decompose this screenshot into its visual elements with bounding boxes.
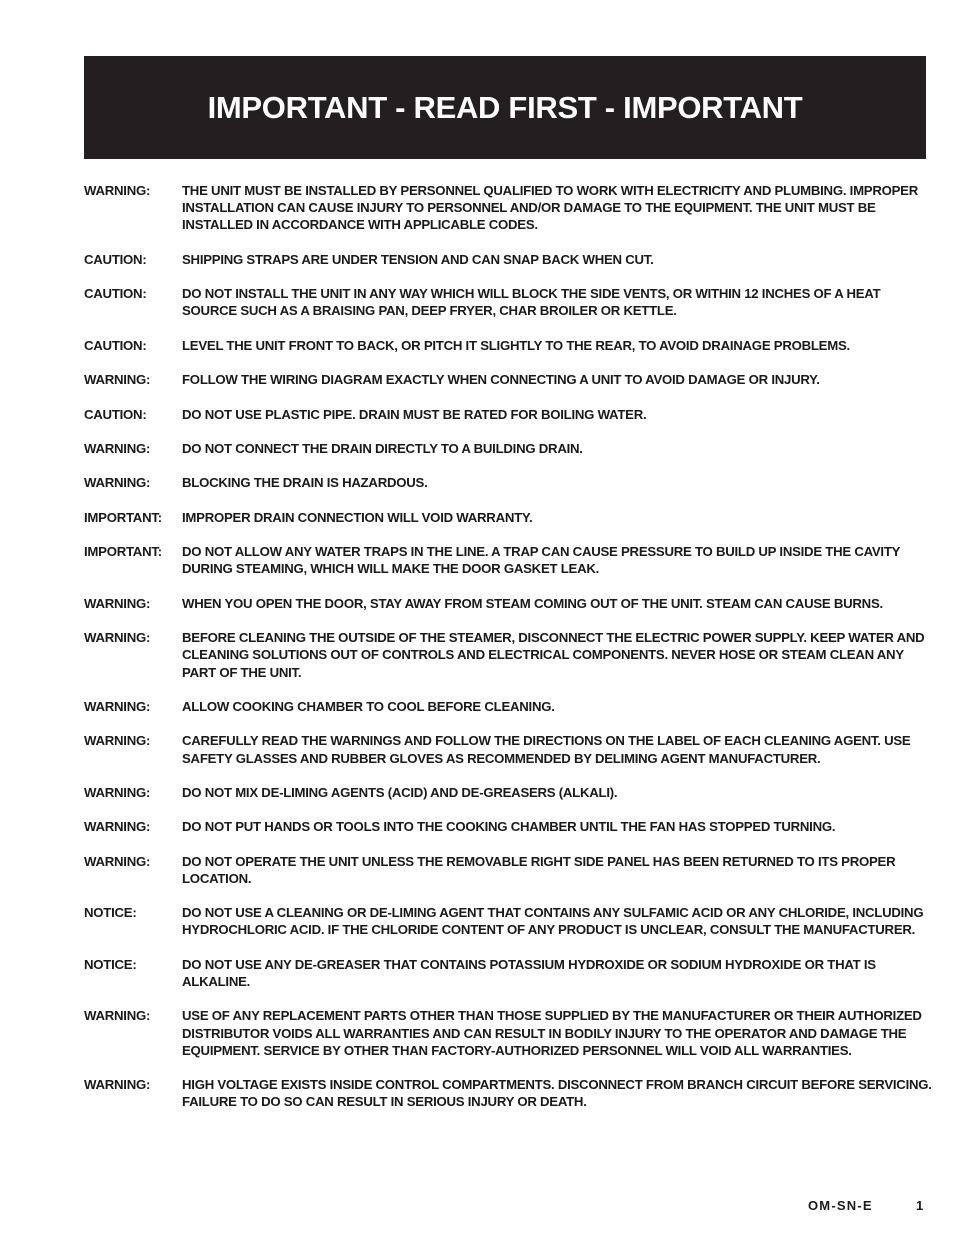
notice-label: WARNING: [84,819,151,835]
notice-text: DO NOT USE PLASTIC PIPE. DRAIN MUST BE RATED FOR BOILING WATER. [182,406,647,422]
notice-label: WARNING: [84,1077,151,1093]
notice-label: WARNING: [84,1008,151,1024]
notice-label: CAUTION: [84,406,147,422]
notice-label: CAUTION: [84,337,147,353]
notice-item [84,509,932,526]
notice-item [84,904,932,938]
notice-text: LEVEL THE UNIT FRONT TO BACK, OR PITCH IT SLIGHTLY TO THE REAR, TO AVOID DRAINAGE PROBLEMS. [182,337,850,353]
notice-text: CAREFULLY READ THE WARNINGS AND FOLLOW THE DIRECTIONS ON THE LABEL OF EACH CLEANING AGENT. USE SAFETY GLASSES AND RUBBER GLOVES AS RECOMMENDED BY DELIMING AGENT MANUFACTURER. [182,733,911,766]
notice-text: IMPROPER DRAIN CONNECTION WILL VOID WARRANTY. [182,509,533,525]
notice-text: USE OF ANY REPLACEMENT PARTS OTHER THAN THOSE SUPPLIED BY THE MANUFACTURER OR THEIR AUTHORIZED DISTRIBUTOR VOIDS ALL WARRANTIES AND CAN RESULT IN BODILY INJURY TO THE OPERATOR AND DAMAGE THE EQUIPMENT. SERVICE BY OTHER THAN FACTORY-AUTHORIZED PERSONNEL WILL VOID ALL WARRANTIES. [182,1008,922,1058]
notice-label: WARNING: [84,595,151,611]
notice-label: WARNING: [84,630,151,646]
notice-text: DO NOT USE ANY DE-GREASER THAT CONTAINS POTASSIUM HYDROXIDE OR SODIUM HYDROXIDE OR THAT IS ALKALINE. [182,956,876,990]
notice-label: IMPORTANT: [84,544,162,560]
notice-text: DO NOT CONNECT THE DRAIN DIRECTLY TO A BUILDING DRAIN. [182,440,583,456]
notice-text: WHEN YOU OPEN THE DOOR, STAY AWAY FROM STEAM COMING OUT OF THE UNIT. STEAM CAN CAUSE BURNS. [182,595,883,611]
notice-label: CAUTION: [84,286,147,302]
notice-item [84,406,932,423]
notice-item [84,629,932,681]
notice-label: WARNING: [84,440,151,456]
page-footer [0,1198,954,1216]
notice-item [84,595,932,612]
notice-text: DO NOT MIX DE-LIMING AGENTS (ACID) AND DE-GREASERS (ALKALI). [182,784,618,800]
notice-label: WARNING: [84,733,151,749]
notice-label: WARNING: [84,183,151,198]
notice-text: DO NOT PUT HANDS OR TOOLS INTO THE COOKING CHAMBER UNTIL THE FAN HAS STOPPED TURNING. [182,819,836,835]
notice-item [84,1076,932,1110]
notice-label: NOTICE: [84,956,137,972]
notice-text: ALLOW COOKING CHAMBER TO COOL BEFORE CLEANING. [182,698,555,714]
notice-text: DO NOT ALLOW ANY WATER TRAPS IN THE LINE. A TRAP CAN CAUSE PRESSURE TO BUILD UP INSIDE THE CAVITY DURING STEAMING, WHICH WILL MAKE THE DOOR GASKET LEAK. [182,544,900,577]
notice-text: BLOCKING THE DRAIN IS HAZARDOUS. [182,475,428,491]
page-title: IMPORTANT - READ FIRST - IMPORTANT [207,89,803,125]
notice-item [84,251,932,268]
notice-item [84,956,932,990]
notice-item [84,543,932,577]
notice-text: HIGH VOLTAGE EXISTS INSIDE CONTROL COMPARTMENTS. DISCONNECT FROM BRANCH CIRCUIT BEFORE SERVICING. FAILURE TO DO SO CAN RESULT IN SERIOUS INJURY OR DEATH. [182,1077,932,1110]
page-number: 1 [916,1198,924,1213]
notice-item [84,818,932,835]
notice-label: NOTICE: [84,905,137,921]
notice-item [84,337,932,354]
notice-item [84,853,932,887]
notice-label: WARNING: [84,372,151,388]
notice-item [84,285,932,319]
notice-label: WARNING: [84,784,151,800]
notice-list [84,182,932,1128]
notice-label: WARNING: [84,853,151,869]
notice-item [84,440,932,457]
notice-item [84,732,932,766]
notice-label: WARNING: [84,698,151,714]
notice-label: CAUTION: [84,251,147,267]
notice-item [84,1007,932,1059]
notice-text: BEFORE CLEANING THE OUTSIDE OF THE STEAMER, DISCONNECT THE ELECTRIC POWER SUPPLY. KEEP WATER AND CLEANING SOLUTIONS OUT OF CONTROLS AND ELECTRICAL COMPONENTS. NEVER HOSE OR STEAM CLEAN ANY PART OF THE UNIT. [182,630,925,680]
notice-text: DO NOT USE A CLEANING OR DE-LIMING AGENT THAT CONTAINS ANY SULFAMIC ACID OR ANY CHLORIDE, INCLUDING HYDROCHLORIC ACID. IF THE CHLORIDE CONTENT OF ANY PRODUCT IS UNCLEAR, CONSULT THE MANUFACTURER. [182,905,924,938]
notice-item [84,371,932,388]
document-code: OM-SN-E [808,1198,873,1213]
notice-text: THE UNIT MUST BE INSTALLED BY PERSONNEL QUALIFIED TO WORK WITH ELECTRICITY AND PLUMBING. IMPROPER INSTALLATION CAN CAUSE INJURY TO PERSONNEL AND/OR DAMAGE TO THE EQUIPMENT. THE UNIT MUST BE INSTALLED IN ACCORDANCE WITH APPLICABLE CODES. [182,183,918,233]
notice-item [84,784,932,801]
notice-item [84,474,932,491]
notice-item [84,182,932,234]
notice-text: SHIPPING STRAPS ARE UNDER TENSION AND CAN SNAP BACK WHEN CUT. [182,251,654,267]
header-banner [84,56,926,159]
notice-text: DO NOT OPERATE THE UNIT UNLESS THE REMOVABLE RIGHT SIDE PANEL HAS BEEN RETURNED TO ITS PROPER LOCATION. [182,853,896,886]
notice-item [84,698,932,715]
notice-label: IMPORTANT: [84,509,162,525]
notice-label: WARNING: [84,475,151,491]
notice-text: FOLLOW THE WIRING DIAGRAM EXACTLY WHEN CONNECTING A UNIT TO AVOID DAMAGE OR INJURY. [182,372,820,388]
notice-text: DO NOT INSTALL THE UNIT IN ANY WAY WHICH WILL BLOCK THE SIDE VENTS, OR WITHIN 12 INCHES OF A HEAT SOURCE SUCH AS A BRAISING PAN, DEEP FRYER, CHAR BROILER OR KETTLE. [182,286,881,319]
